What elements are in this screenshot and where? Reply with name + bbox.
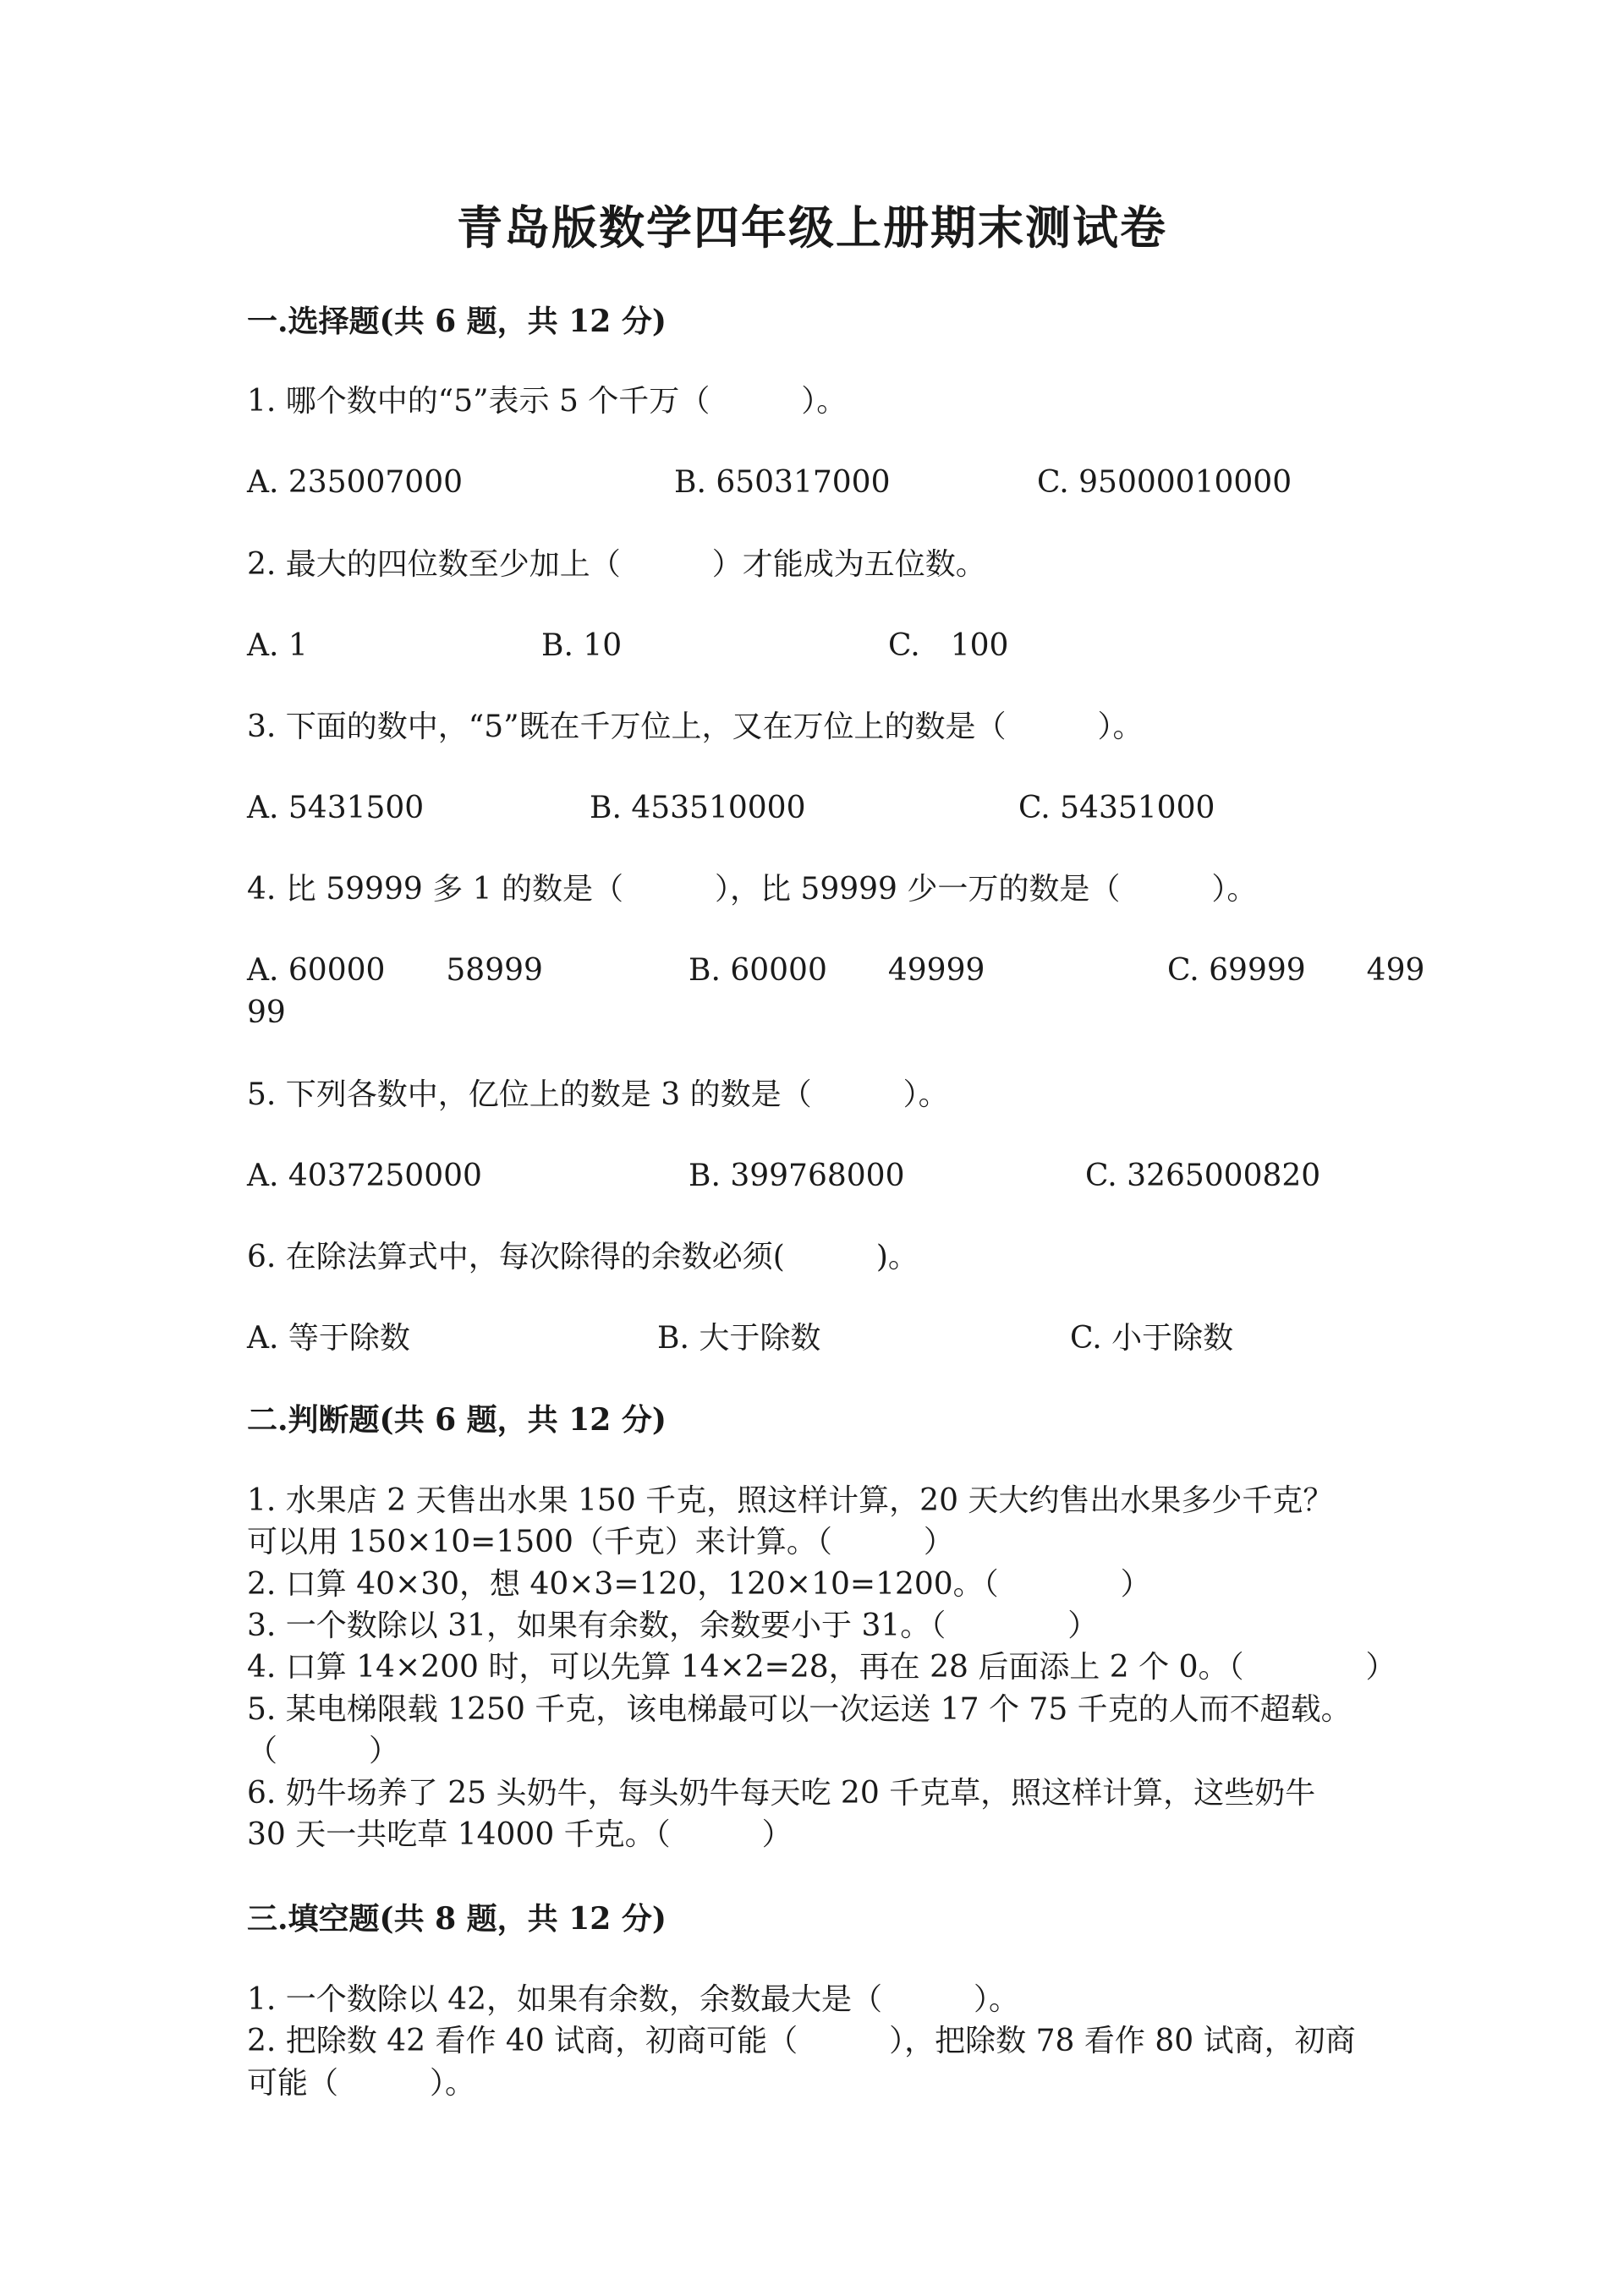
option-wrap: 99: [247, 995, 286, 1030]
page-title: 青岛版数学四年级上册期末测试卷: [457, 200, 1167, 255]
question-text: 1. 哪个数中的“5”表示 5 个千万（ ）。: [247, 384, 848, 419]
option-c: C. 100: [888, 628, 1009, 663]
judgment-line: 5. 某电梯限载 1250 千克，该电梯最可以一次运送 17 个 75 千克的人而不超载。: [247, 1692, 1352, 1727]
question-text: 3. 下面的数中，“5”既在千万位上，又在万位上的数是（ ）。: [247, 710, 1144, 744]
fill-line: 1. 一个数除以 42，如果有余数，余数最大是（ ）。: [247, 1982, 1020, 2017]
option-b: B. 399768000: [689, 1159, 905, 1193]
question-text: 5. 下列各数中，亿位上的数是 3 的数是（ ）。: [247, 1077, 949, 1112]
option-c: C. 95000010000: [1037, 465, 1292, 500]
option-b: B. 大于除数: [657, 1321, 821, 1356]
option-b: B. 650317000: [674, 465, 891, 500]
option-b: B. 453510000: [590, 791, 806, 825]
section-heading-choice: 一.选择题(共 6 题，共 12 分): [247, 304, 667, 339]
option-a: A. 4037250000: [247, 1159, 482, 1193]
section-heading-fill: 三.填空题(共 8 题，共 12 分): [247, 1901, 667, 1937]
option-b: B. 10: [541, 628, 623, 663]
section-heading-judgment: 二.判断题(共 6 题，共 12 分): [247, 1402, 667, 1438]
judgment-line: 4. 口算 14×200 时，可以先算 14×2=28，再在 28 后面添上 2 个 0。（ ）: [247, 1650, 1396, 1685]
question-text: 2. 最大的四位数至少加上（ ）才能成为五位数。: [247, 547, 986, 582]
option-a: A. 60000 58999: [247, 953, 543, 988]
judgment-line: （ ）: [247, 1734, 400, 1768]
option-a: A. 1: [247, 628, 308, 663]
question-text: 4. 比 59999 多 1 的数是（ ），比 59999 少一万的数是（ ）。: [247, 872, 1258, 907]
judgment-line: 2. 口算 40×30，想 40×3=120，120×10=1200。（ ）: [247, 1567, 1151, 1602]
option-c: C. 小于除数: [1070, 1321, 1234, 1356]
option-a: A. 等于除数: [247, 1321, 410, 1356]
judgment-line: 可以用 150×10=1500（千克）来计算。（ ）: [247, 1525, 954, 1559]
fill-line: 可能（ ）。: [247, 2066, 476, 2101]
judgment-line: 30 天一共吃草 14000 千克。（ ）: [247, 1817, 793, 1852]
option-b: B. 60000 49999: [689, 953, 985, 988]
option-c: C. 69999 499: [1167, 953, 1425, 988]
fill-line: 2. 把除数 42 看作 40 试商，初商可能（ ），把除数 78 看作 80 试商，初商: [247, 2024, 1356, 2058]
option-a: A. 235007000: [247, 465, 464, 500]
judgment-line: 1. 水果店 2 天售出水果 150 千克，照这样计算，20 天大约售出水果多少千克？: [247, 1483, 1334, 1518]
judgment-line: 6. 奶牛场养了 25 头奶牛，每头奶牛每天吃 20 千克草，照这样计算，这些奶牛: [247, 1776, 1316, 1811]
option-c: C. 54351000: [1018, 791, 1215, 825]
option-c: C. 3265000820: [1085, 1159, 1321, 1193]
judgment-line: 3. 一个数除以 31，如果有余数，余数要小于 31。（ ）: [247, 1608, 1099, 1643]
option-a: A. 5431500: [247, 791, 425, 825]
question-text: 6. 在除法算式中，每次除得的余数必须( )。: [247, 1240, 919, 1274]
